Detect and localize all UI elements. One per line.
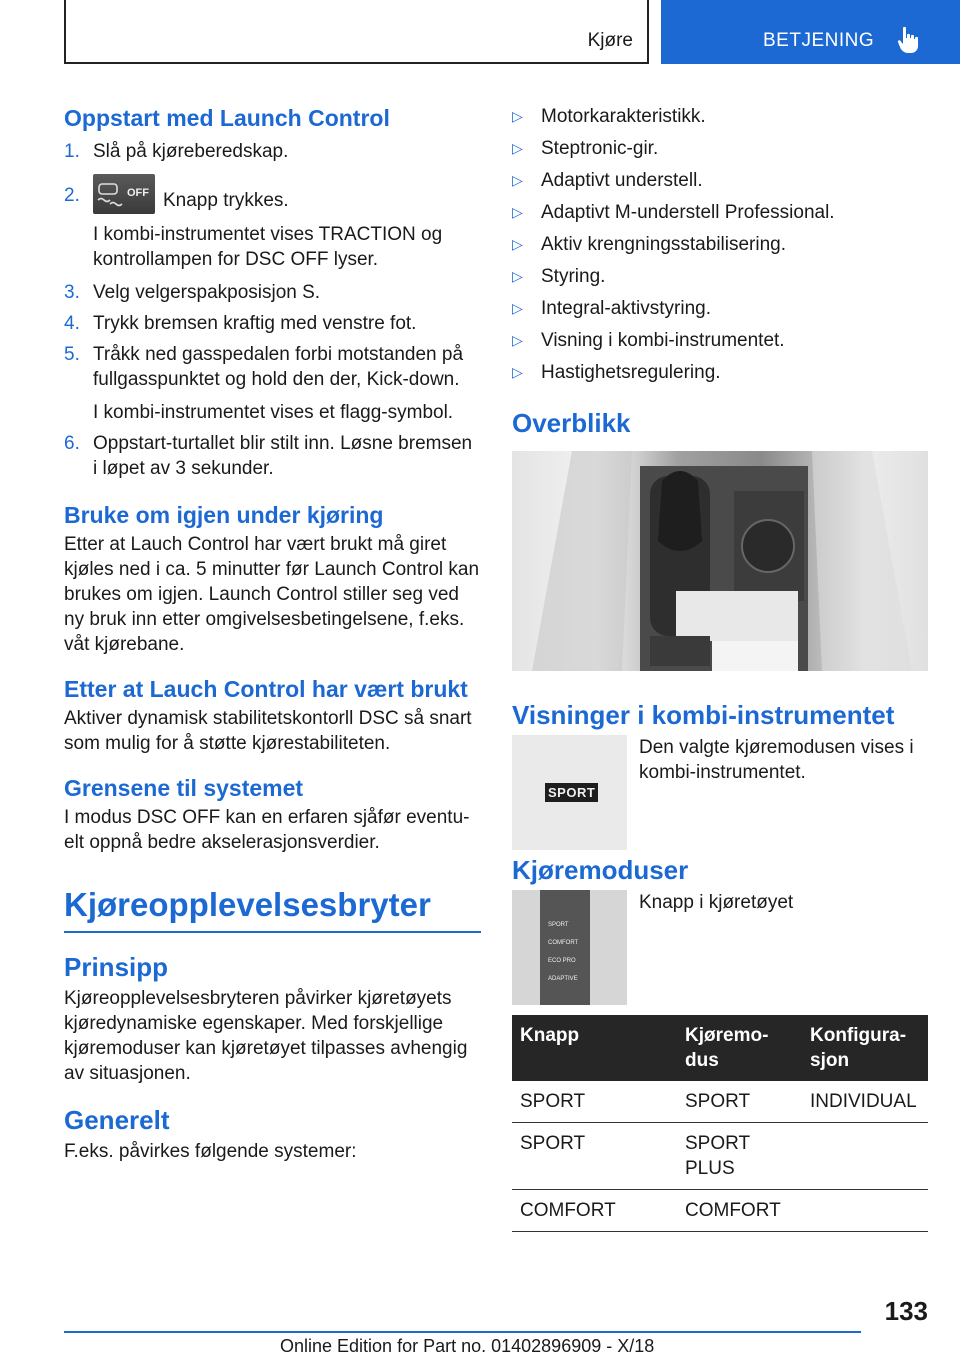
- modes-block: [512, 890, 928, 1005]
- table-cell: COMFORT: [677, 1190, 802, 1232]
- dsc-car-skid-icon: [93, 174, 155, 214]
- step-text: I kombi-instrumentet vises TRACTION og kontrollampen for DSC OFF lyser.: [93, 224, 443, 270]
- modes-text: Knapp i kjøretøyet: [639, 892, 794, 913]
- table-cell: [802, 1123, 928, 1190]
- table-cell: [802, 1190, 928, 1232]
- table-header: Konfigura-sjon: [802, 1015, 928, 1081]
- reuse-heading: Bruke om igjen under kjøring: [64, 502, 384, 528]
- step-text: Velg velgerspakposisjon S.: [93, 282, 321, 303]
- list-item: [64, 280, 481, 305]
- step-number: 6.: [64, 433, 80, 454]
- step-number: 4.: [64, 313, 80, 334]
- modes-heading: Kjøremoduser: [512, 855, 689, 885]
- mode-button-label: ECO PRO: [548, 958, 576, 964]
- triangle-bullet-icon: ▷: [512, 332, 523, 348]
- list-item: [512, 200, 928, 225]
- launch-control-heading: Oppstart med Launch Control: [64, 105, 390, 131]
- list-item: [64, 222, 481, 272]
- triangle-bullet-icon: ▷: [512, 364, 523, 380]
- triangle-bullet-icon: ▷: [512, 204, 523, 220]
- display-heading: Visninger i kombi-instrumentet: [512, 700, 895, 730]
- triangle-bullet-icon: ▷: [512, 108, 523, 124]
- triangle-bullet-icon: ▷: [512, 300, 523, 316]
- limits-heading: Grensene til systemet: [64, 775, 304, 801]
- dsc-off-label: OFF: [127, 187, 149, 199]
- list-item-text: Hastighetsregulering.: [541, 362, 721, 383]
- list-item: [512, 264, 928, 289]
- list-item: [64, 342, 481, 392]
- header-chapter-box: [661, 0, 960, 64]
- list-item-text: Integral-aktivstyring.: [541, 298, 712, 319]
- list-item-text: Visning i kombi-instrumentet.: [541, 330, 785, 351]
- list-item: [512, 136, 928, 161]
- display-block: [512, 735, 928, 850]
- list-item: [64, 139, 481, 164]
- step-number: 1.: [64, 141, 80, 162]
- reuse-text: Etter at Lauch Control har vært brukt må giret kjøles ned i ca. 5 minutter før Launch Control kan brukes om igjen. Launch Control stiller seg ved ny bruk inn etter omgivelsesbetingelsene, f.eks. våt kjørebane.: [64, 534, 480, 655]
- mode-button-label: COMFORT: [548, 940, 579, 946]
- table-cell: SPORT PLUS: [677, 1123, 802, 1190]
- list-item-text: Adaptivt understell.: [541, 170, 703, 191]
- table-header: Kjøremo-dus: [677, 1015, 802, 1081]
- console-illustration: [512, 451, 928, 671]
- step-text: Knapp trykkes.: [163, 190, 289, 211]
- right-column: [512, 100, 928, 1232]
- triangle-bullet-icon: ▷: [512, 172, 523, 188]
- list-item: [64, 311, 481, 336]
- table-cell: SPORT: [677, 1081, 802, 1123]
- page-number: 133: [884, 1296, 928, 1326]
- list-item: [64, 431, 481, 481]
- header-section-title: Kjøre: [587, 30, 633, 51]
- list-item: [512, 104, 928, 129]
- main-section-title: Kjøreopplevelsesbryter: [64, 885, 481, 933]
- table-cell: COMFORT: [512, 1190, 677, 1232]
- left-column: [64, 100, 481, 1164]
- list-item: [512, 296, 928, 321]
- triangle-bullet-icon: ▷: [512, 268, 523, 284]
- center-console-photo: [512, 451, 928, 671]
- sport-badge: SPORT: [545, 783, 598, 802]
- step-text: Trykk bremsen kraftig med venstre fot.: [93, 313, 417, 334]
- header-chapter-title: BETJENING: [763, 30, 875, 51]
- list-item: [512, 232, 928, 257]
- table-cell: SPORT: [512, 1123, 677, 1190]
- dsc-off-button-image: [93, 174, 155, 214]
- table-row: [512, 1081, 928, 1123]
- step-text: Oppstart-turtallet blir stilt inn. Løsne bremsen i løpet av 3 sekunder.: [93, 433, 473, 479]
- footer-edition: Online Edition for Part no. 01402896909 - X/18: [280, 1336, 655, 1356]
- list-item: [64, 400, 481, 425]
- mode-button-label: SPORT: [548, 922, 569, 928]
- list-item: [512, 168, 928, 193]
- step-text: Tråkk ned gasspedalen forbi motstanden på fullgasspunktet og hold den der, Kick-down.: [93, 344, 464, 390]
- triangle-bullet-icon: ▷: [512, 140, 523, 156]
- list-item-text: Adaptivt M-understell Professional.: [541, 202, 835, 223]
- table-cell: SPORT: [512, 1081, 677, 1123]
- hand-pointer-icon: [897, 26, 921, 54]
- step-number: 2.: [64, 185, 80, 206]
- modes-table: [512, 1015, 928, 1232]
- list-item-text: Styring.: [541, 266, 606, 287]
- mode-button-label: ADAPTIVE: [548, 976, 578, 982]
- general-heading: Generelt: [64, 1105, 170, 1135]
- list-item: [512, 328, 928, 353]
- cluster-display-image: [512, 735, 627, 850]
- display-text: Den valgte kjøremodusen vises i kombi-instrumentet.: [639, 737, 914, 783]
- table-row: [512, 1190, 928, 1232]
- list-item-text: Aktiv krengningsstabilisering.: [541, 234, 787, 255]
- footer-divider: [64, 1331, 861, 1333]
- after-heading: Etter at Lauch Control har vært brukt: [64, 676, 468, 702]
- mode-buttons-image: [512, 890, 627, 1005]
- table-row: [512, 1123, 928, 1190]
- general-text: F.eks. påvirkes følgende systemer:: [64, 1141, 357, 1162]
- limits-text: I modus DSC OFF kan en erfaren sjåfør eventu-elt oppnå bedre akselerasjonsverdier.: [64, 807, 470, 853]
- principle-text: Kjøreopplevelsesbryteren påvirker kjøretøyets kjøredynamiske egenskaper. Med forskjellige kjøremoduser kan kjøretøyet tilpasses avhengig av situasjonen.: [64, 988, 468, 1084]
- principle-heading: Prinsipp: [64, 952, 169, 982]
- header-section-box: [64, 0, 649, 64]
- after-text: Aktiver dynamisk stabilitetskontorll DSC så snart som mulig for å støtte kjørestabiliteten.: [64, 708, 472, 754]
- overview-heading: Overblikk: [512, 408, 631, 438]
- list-item-text: Steptronic-gir.: [541, 138, 659, 159]
- systems-list: [512, 104, 928, 385]
- triangle-bullet-icon: ▷: [512, 236, 523, 252]
- table-header-row: [512, 1015, 928, 1081]
- step-number: 5.: [64, 344, 80, 365]
- step-number: 3.: [64, 282, 80, 303]
- table-header: Knapp: [512, 1015, 677, 1081]
- step-text: Slå på kjøreberedskap.: [93, 141, 289, 162]
- list-item: [64, 174, 481, 214]
- list-item: [512, 360, 928, 385]
- list-item-text: Motorkarakteristikk.: [541, 106, 706, 127]
- step-text: I kombi-instrumentet vises et flagg-symbol.: [93, 402, 454, 423]
- table-cell: INDIVIDUAL: [802, 1081, 928, 1123]
